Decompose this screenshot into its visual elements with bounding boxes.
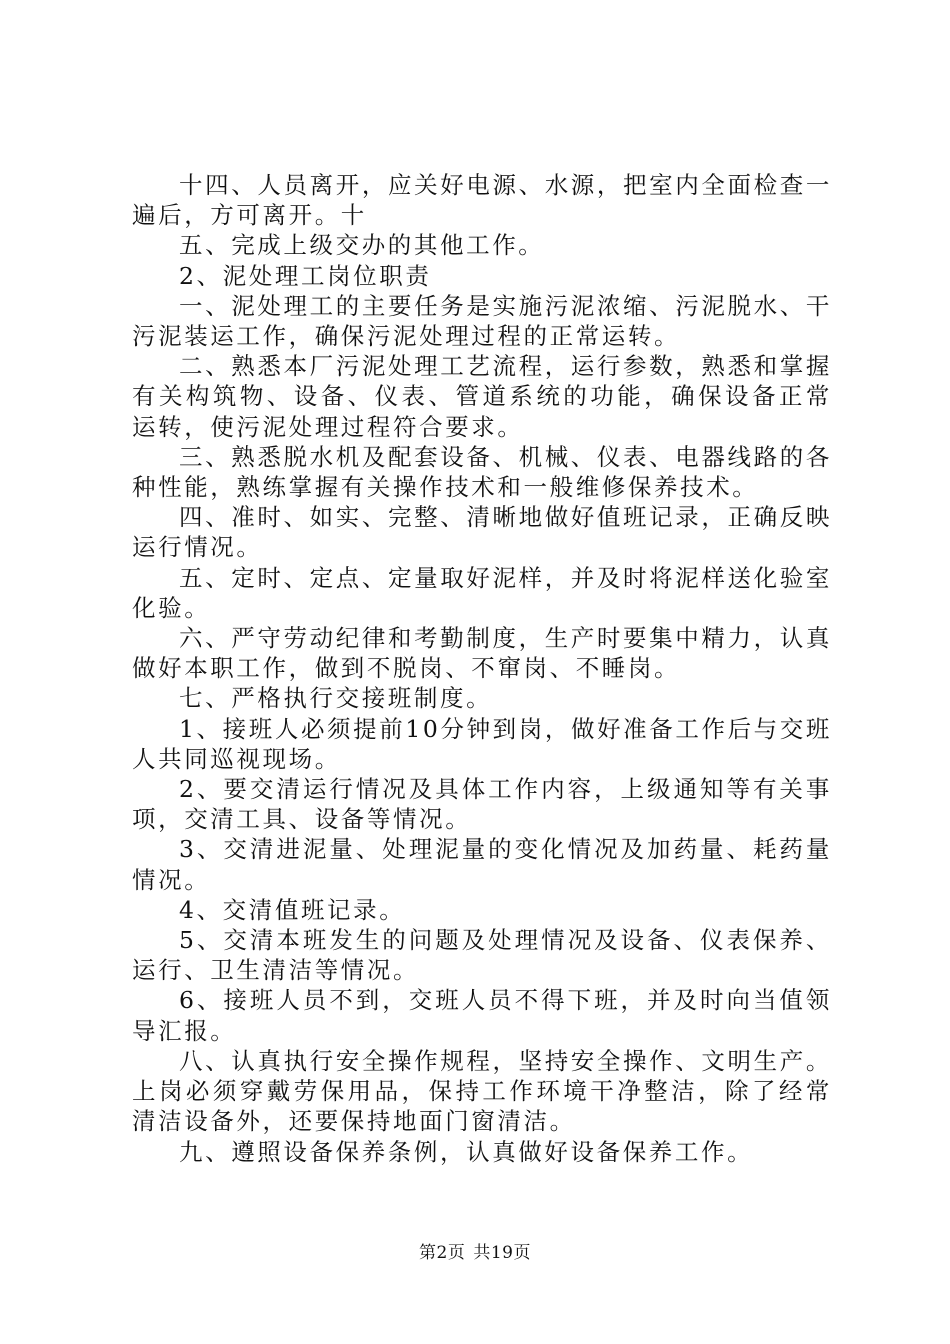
paragraph: 七、严格执行交接班制度。 xyxy=(179,684,493,713)
paragraph: 一、泥处理工的主要任务是实施污泥浓缩、污泥脱水、干污泥装运工作，确保污泥处理过程的正常运转。 xyxy=(132,291,832,351)
document-body xyxy=(132,170,832,1167)
paragraph: 6、接班人员不到，交班人员不得下班，并及时向当值领导汇报。 xyxy=(132,986,832,1045)
section-heading: 2、泥处理工岗位职责 xyxy=(179,261,432,290)
page-footer xyxy=(0,1242,950,1264)
paragraph: 八、认真执行安全操作规程，坚持安全操作、文明生产。上岗必须穿戴劳保用品，保持工作环境干净整洁，除了经常清洁设备外，还要保持地面门窗清洁。 xyxy=(132,1046,832,1136)
paragraph: 1、接班人必须提前10分钟到岗，做好准备工作后与交班人共同巡视现场。 xyxy=(132,714,832,773)
paragraph: 3、交清进泥量、处理泥量的变化情况及加药量、耗药量情况。 xyxy=(132,835,832,894)
paragraph: 三、熟悉脱水机及配套设备、机械、仪表、电器线路的各种性能，熟练掌握有关操作技术和一般维修保养技术。 xyxy=(132,442,832,502)
paragraph: 二、熟悉本厂污泥处理工艺流程，运行参数，熟悉和掌握有关构筑物、设备、仪表、管道系统的功能，确保设备正常运转，使污泥处理过程符合要求。 xyxy=(132,352,832,441)
page-total: 共19页 xyxy=(473,1243,531,1263)
page-number: 第2页 xyxy=(419,1243,466,1263)
paragraph: 五、定时、定点、定量取好泥样，并及时将泥样送化验室化验。 xyxy=(132,563,832,622)
paragraph: 十四、人员离开，应关好电源、水源，把室内全面检查一遍后，方可离开。十 xyxy=(132,171,832,230)
paragraph: 5、交清本班发生的问题及处理情况及设备、仪表保养、运行、卫生清洁等情况。 xyxy=(132,926,832,985)
paragraph: 4、交清值班记录。 xyxy=(179,895,406,924)
paragraph: 五、完成上级交办的其他工作。 xyxy=(179,231,545,260)
paragraph: 2、要交清运行情况及具体工作内容，上级通知等有关事项，交清工具、设备等情况。 xyxy=(132,775,832,834)
paragraph: 四、准时、如实、完整、清晰地做好值班记录，正确反映运行情况。 xyxy=(132,503,832,562)
paragraph: 六、严守劳动纪律和考勤制度，生产时要集中精力，认真做好本职工作，做到不脱岗、不窜岗、不睡岗。 xyxy=(132,624,832,683)
paragraph: 九、遵照设备保养条例，认真做好设备保养工作。 xyxy=(179,1137,754,1166)
